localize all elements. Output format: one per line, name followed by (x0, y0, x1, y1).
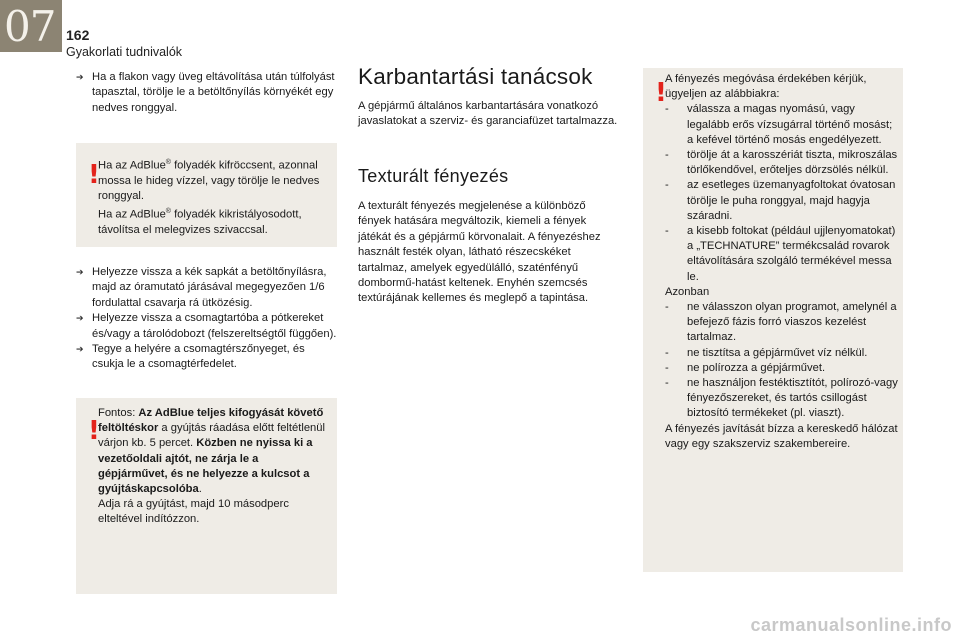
bullet-list-mid (76, 265, 338, 373)
paint-care-intro: A fényezés megóvása érdekében kérjük, ügyeljen az alábbiakra: (665, 73, 867, 101)
arrow-icon: ➔ (76, 344, 84, 355)
watermark: carmanualsonline.info (750, 615, 952, 635)
donts-list (665, 300, 899, 422)
chapter-number: 07 (4, 2, 56, 51)
dos-list (665, 102, 899, 284)
list-item (76, 265, 338, 311)
arrow-icon: ➔ (76, 72, 84, 82)
warning-box-adblue-empty (76, 398, 337, 594)
section-heading: Karbantartási tanácsok (358, 64, 593, 89)
list-item: - ne tisztítsa a gépjárművet víz nélkül. (665, 346, 868, 359)
list-item (76, 70, 338, 116)
list-item: - válassza a magas nyomású, vagy legalább erős vízsugárral történő mosást; a kefével történő mosás engedélyezett. (665, 103, 893, 146)
bullet-text: Tegye a helyére a csomagtérszőnyeget, és csukja le a csomagtérfedelet. (92, 343, 305, 371)
however-label: Azonban (665, 285, 710, 298)
list-item: - az esetleges üzemanyagfoltokat óvatosan törölje le puha ronggyal, majd hagyja száradni. (665, 179, 896, 222)
list-item (76, 311, 338, 342)
chapter-badge (0, 0, 62, 52)
warning-icon: ! (88, 416, 100, 446)
list-item: - ne használjon festéktisztítót, polírozó-vagy fényezőszereket, és tartós csillogást biztosító termékeket (pl. viaszt). (665, 377, 898, 420)
warning-box-paint-care (643, 68, 903, 572)
list-item: - ne polírozza a gépjárművet. (665, 361, 826, 374)
warning-text (665, 72, 899, 452)
warning-text: Fontos: Az AdBlue teljes kifogyását követő feltöltéskor a gyújtás ráadása előtt feltétlenül várjon kb. 5 percet. Közben ne nyissa ki a vezetőoldali ajtót, ne zárja le a gépjárművet, és ne helyezze a kulcsot a gyújtáskapcsolóba. Adja rá a gyújtást, majd 10 másodperc elteltével indítózzon. (98, 407, 325, 526)
bullet-text: Ha a flakon vagy üveg eltávolítása után túlfolyást tapasztal, törölje le a betöltőnyílás környékét egy nedves ronggyal. (92, 71, 335, 114)
bullet-text: Helyezze vissza a kék sapkát a betöltőnyílásra, majd az óramutató járásával megegyezően 1/6 fordulattal csavarja rá ütközésig. (92, 266, 327, 309)
bullet-text: Helyezze vissza a csomagtartóba a pótkereket és/vagy a tárolódobozt (felszereltségtől függően). (92, 312, 337, 340)
section-intro: A gépjármű általános karbantartására vonatkozó javaslatokat a szerviz- és garanciafüzet tartalmazza. (358, 100, 618, 128)
subsection-body: A texturált fényezés megjelenése a különböző fények hatására megváltozik, kiemeli a fények játékát és a gépjármű körvonalait. A fényezéshez használt festék olyan, látható részecskéket tartalmaz, amelyek egyedülálló, szaténfényű dombormű-hatást keltenek. Enyhén szemcsés textúrájának kellemes és meglepő a tapintása. (358, 200, 601, 305)
warning-icon: ! (88, 160, 100, 190)
warning-icon: ! (655, 78, 667, 108)
subsection-heading: Texturált fényezés (358, 166, 509, 186)
bullet-list-top (76, 70, 338, 116)
list-item: - törölje át a karosszériát tiszta, mikroszálas törlőkendővel, erőteljes dörzsölés nélkül. (665, 149, 898, 177)
arrow-icon: ➔ (76, 313, 84, 324)
paint-care-closing: A fényezés javítását bízza a kereskedő hálózat vagy egy szakszerviz szakembereire. (665, 422, 898, 450)
warning-text: Ha az AdBlue® folyadék kifröccsent, azonnal mossa le hideg vízzel, vagy törölje le nedves ronggyal. Ha az AdBlue® folyadék kikristályosodott, távolítsa el melegvizes szivaccsal. (98, 159, 320, 237)
list-item: - ne válasszon olyan programot, amelynél a befejező fázis forró viaszos kezelést tartalmaz. (665, 301, 897, 344)
arrow-icon: ➔ (76, 267, 84, 277)
list-item (76, 342, 338, 373)
chapter-title: Gyakorlati tudnivalók (66, 45, 183, 59)
page-number: 162 (66, 27, 90, 43)
warning-box-adblue-spill (76, 143, 337, 247)
list-item: - a kisebb foltokat (például ujjlenyomatokat) a „TECHNATURE” termékcsalád rovarok eltávolítására szolgáló termékével messa le. (665, 225, 896, 283)
